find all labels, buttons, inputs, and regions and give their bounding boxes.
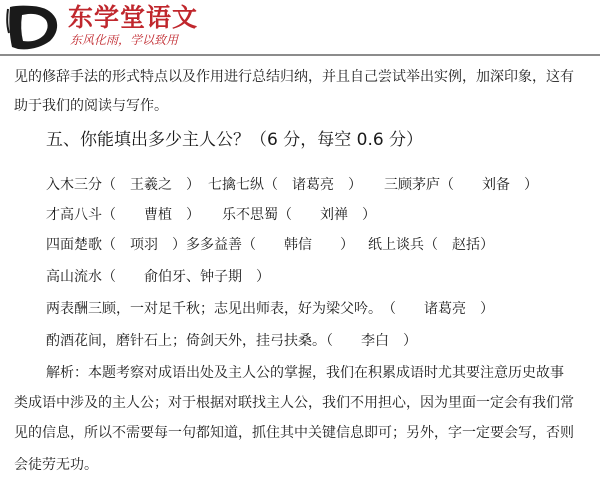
header-divider — [0, 54, 600, 56]
section-title: 五、你能填出多少主人公？（6 分，每空 0.6 分） — [46, 130, 424, 150]
intro-line-1: 见的修辞手法的形式特点以及作用进行总结归纳，并且自己尝试举出实例，加深印象，这有 — [14, 69, 574, 85]
analysis-line-4: 会徒劳无功。 — [14, 457, 98, 473]
page-header — [0, 0, 600, 56]
brand-slogan: 东风化雨，学以致用 — [70, 33, 179, 47]
intro-line-2: 助于我们的阅读与写作。 — [14, 98, 168, 114]
question-item: 纸上谈兵（ 赵括） — [368, 237, 494, 253]
question-item: 七擒七纵（ 诸葛亮 ） — [208, 177, 362, 193]
question-item: 四面楚歌（ 项羽 ） — [46, 237, 186, 253]
question-item: 高山流水（ 俞伯牙、钟子期 ） — [46, 269, 270, 285]
question-item: 入木三分（ 王羲之 ） — [46, 177, 200, 193]
question-item: 两表酬三顾，一对足千秋；志见出师表，好为梁父吟。 （ 诸葛亮 ） — [46, 301, 494, 317]
brand-title: 东学堂语文 — [68, 3, 199, 32]
question-item: 乐不思蜀（ 刘禅 ） — [222, 207, 376, 223]
analysis-line-2: 类成语中涉及的主人公；对于根据对联找主人公，我们不用担心，因为里面一定会有我们常 — [14, 395, 574, 411]
question-item: 多多益善（ 韩信 ） — [186, 237, 354, 253]
question-item: 酌酒花间，磨针石上；倚剑天外，挂弓扶桑。（ 李白 ） — [46, 333, 417, 349]
analysis-line-1: 解析：本题考察对成语出处及主人公的掌握，我们在积累成语时尤其要注意历史故事 — [46, 365, 564, 381]
logo-d-icon — [6, 3, 62, 51]
analysis-line-3: 见的信息，所以不需要每一句都知道，抓住其中关键信息即可；另外，字一定要会写，否则 — [14, 425, 574, 441]
question-item: 三顾茅庐（ 刘备 ） — [384, 177, 538, 193]
question-item: 才高八斗（ 曹植 ） — [46, 207, 200, 223]
